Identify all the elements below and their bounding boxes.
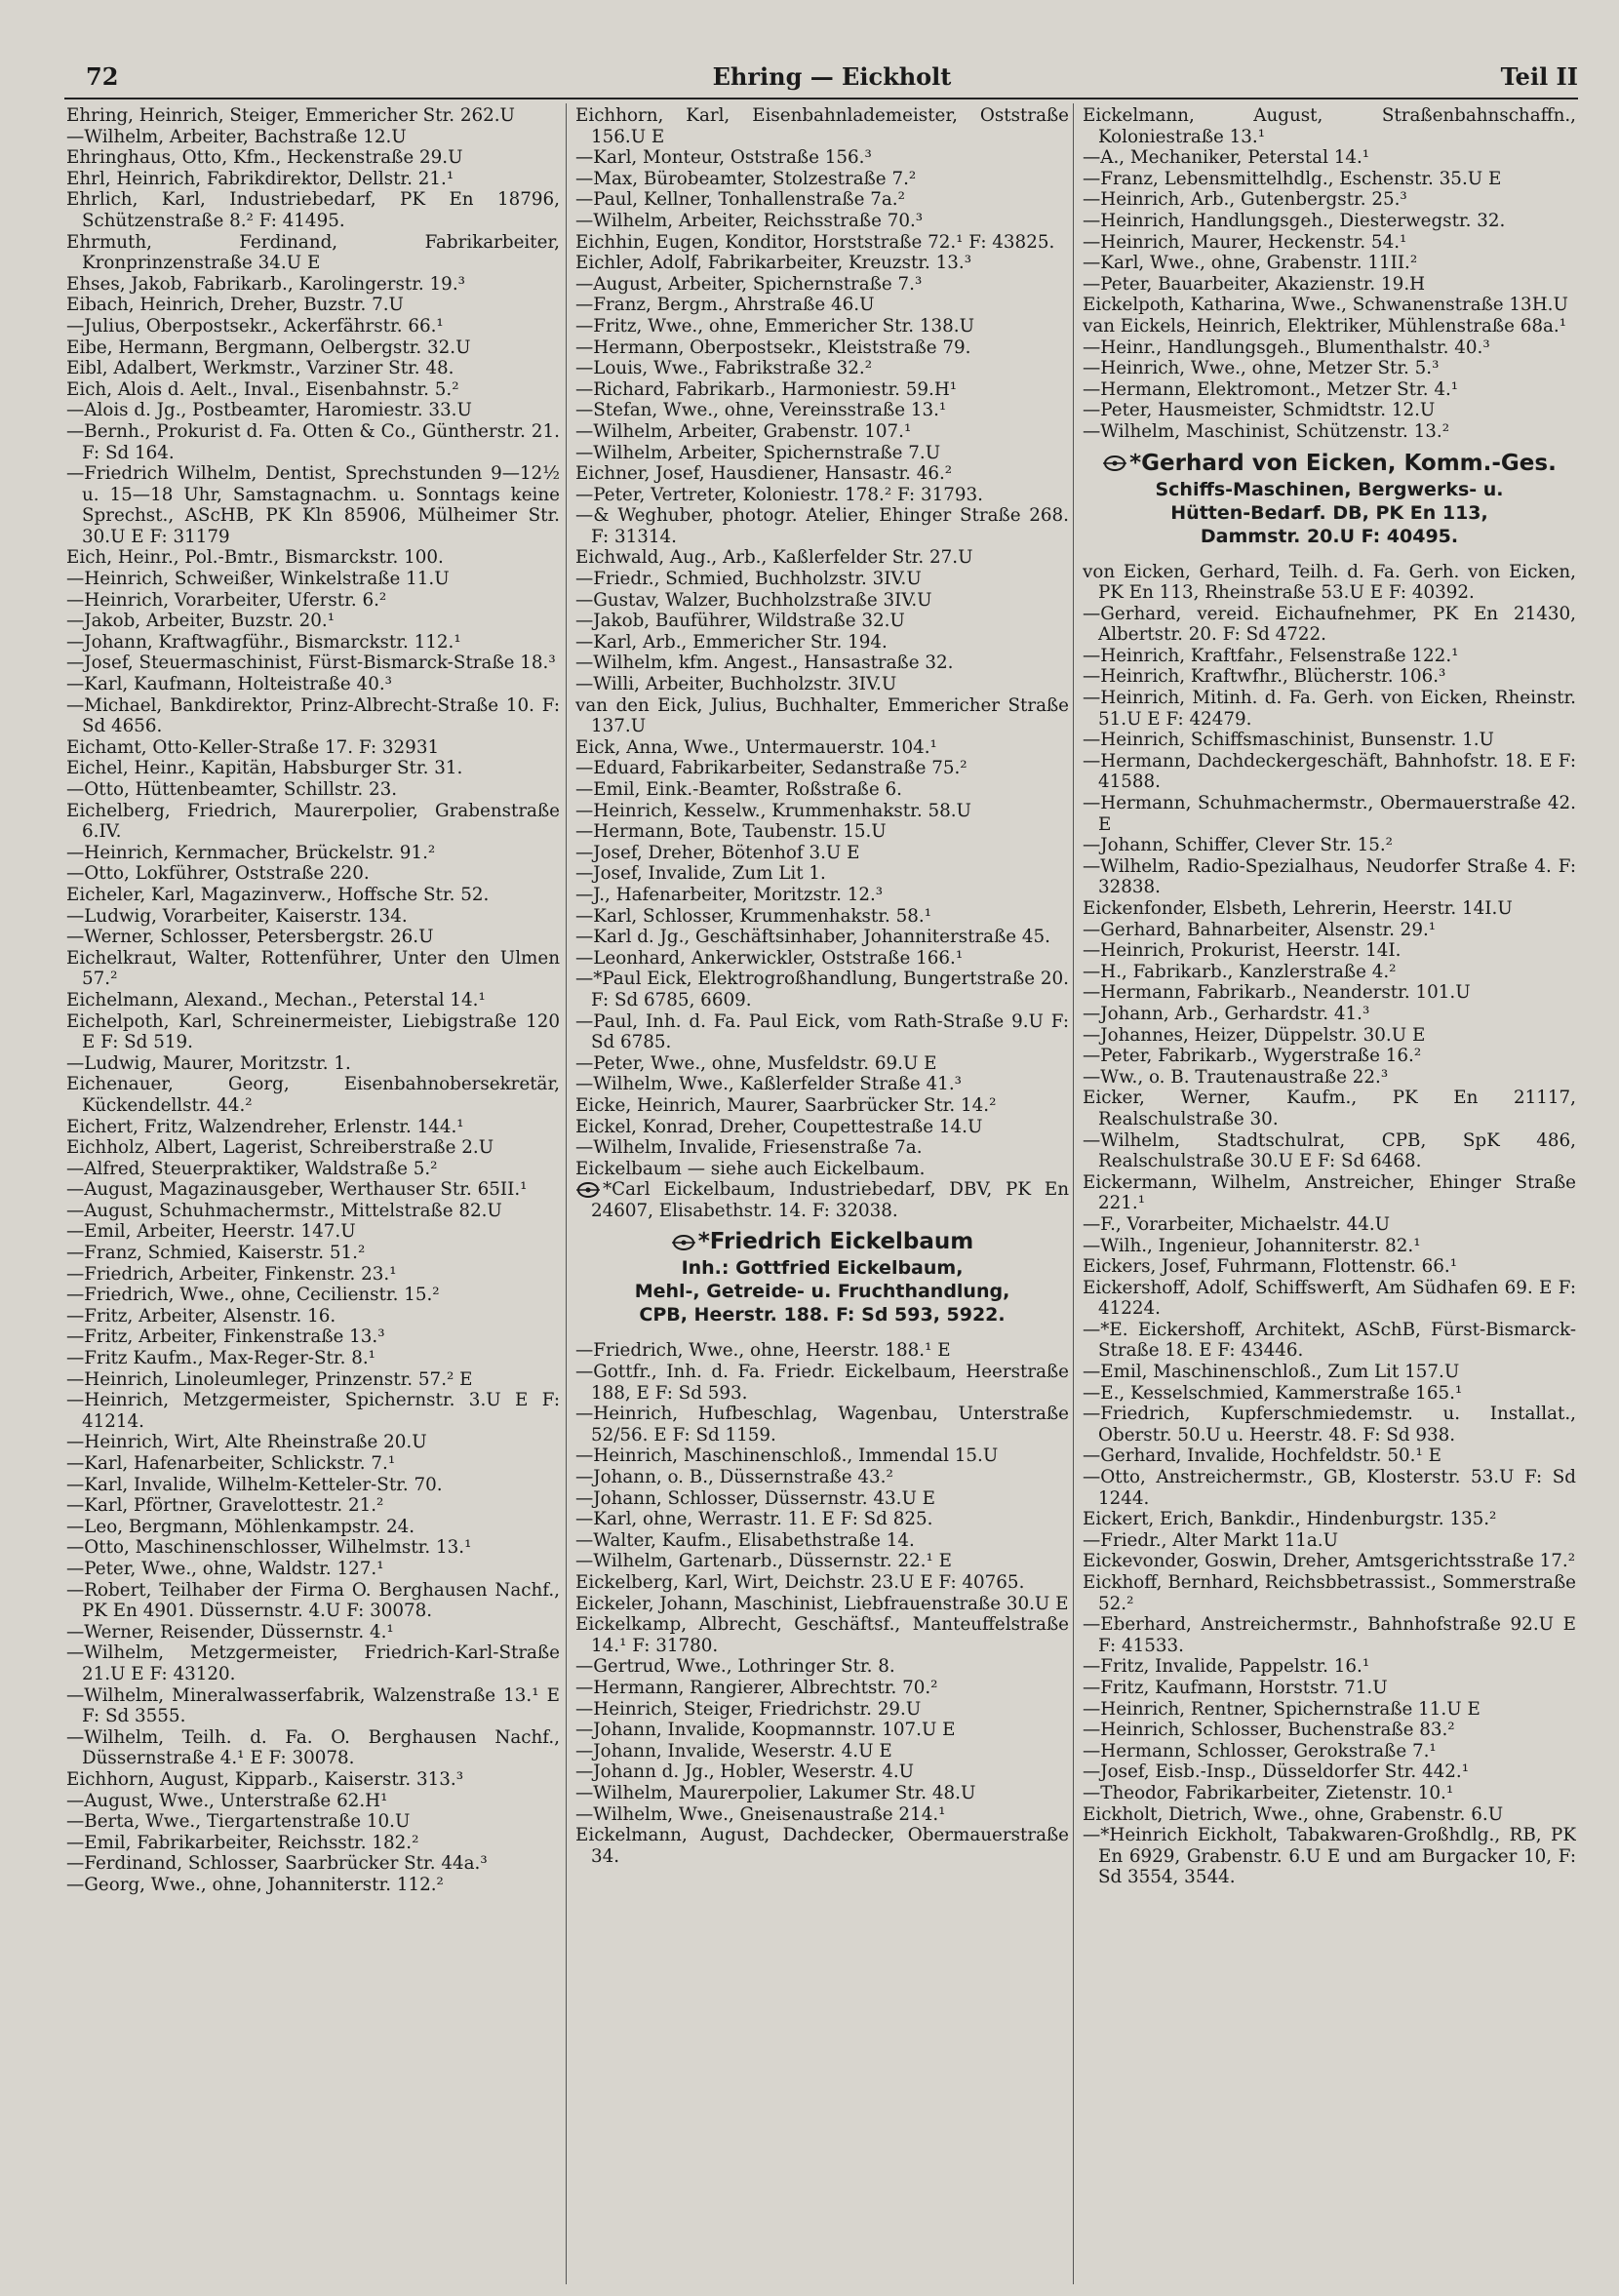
directory-entry: —Josef, Invalide, Zum Lit 1. — [575, 863, 826, 885]
advertisement-line: Mehl-, Getreide- u. Fruchthandlung, — [634, 1281, 1010, 1303]
directory-entry: —Otto, Anstreichermstr., GB, Klosterstr. 53.U F: Sd 1244. — [1083, 1467, 1576, 1509]
directory-entry: —Wilhelm, Arbeiter, Spichernstraße 7.U — [575, 442, 941, 463]
directory-entry: van den Eick, Julius, Buchhalter, Emmericher Straße 137.U — [575, 694, 1069, 737]
directory-entry: —Gerhard, vereid. Eichaufnehmer, PK En 21430, Albertstr. 20. F: Sd 4722. — [1083, 603, 1576, 646]
advertisement-name: *Gerhard von Eicken, Komm.-Ges. — [1083, 449, 1576, 478]
directory-entry: —Hermann, Fabrikarb., Neanderstr. 101.U — [1083, 982, 1471, 1004]
directory-entry: —Franz, Bergm., Ahrstraße 46.U — [575, 295, 875, 316]
directory-entry: —Michael, Bankdirektor, Prinz-Albrecht-Straße 10. F: Sd 4656. — [66, 694, 560, 737]
directory-entry: —Ferdinand, Schlosser, Saarbrücker Str. 44a.³ — [66, 1853, 488, 1875]
directory-entry: —Emil, Fabrikarbeiter, Reichsstr. 182.² — [66, 1832, 419, 1853]
directory-entry: Ehrlich, Karl, Industriebedarf, PK En 18796, Schützenstraße 8.² F: 41495. — [66, 189, 560, 231]
directory-entry: Ehses, Jakob, Fabrikarb., Karolingerstr. 19.³ — [66, 273, 465, 295]
directory-entry: —Willi, Arbeiter, Buchholzstr. 3IV.U — [575, 674, 897, 695]
directory-entry: —Paul, Inh. d. Fa. Paul Eick, vom Rath-Straße 9.U F: Sd 6785. — [575, 1010, 1069, 1053]
directory-entry: —Franz, Lebensmittelhdlg., Eschenstr. 35.U E — [1083, 168, 1502, 189]
directory-entry: —Ludwig, Maurer, Moritzstr. 1. — [66, 1052, 351, 1074]
page-number: 72 — [86, 62, 119, 91]
directory-entry: Eickholt, Dietrich, Wwe., ohne, Grabenstr. 6.U — [1083, 1803, 1504, 1825]
company-logo-icon — [1102, 454, 1127, 473]
directory-entry: —August, Schuhmachermstr., Mittelstraße 82.U — [66, 1200, 502, 1221]
directory-entry: Eickelberg, Karl, Wirt, Deichstr. 23.U E F: 40765. — [575, 1572, 1025, 1593]
directory-entry: —Hermann, Rangierer, Albrechtstr. 70.² — [575, 1677, 938, 1698]
directory-entry: —Gertrud, Wwe., Lothringer Str. 8. — [575, 1656, 895, 1678]
directory-entry: —Johannes, Heizer, Düppelstr. 30.U E — [1083, 1024, 1426, 1046]
directory-entry: Ehrl, Heinrich, Fabrikdirektor, Dellstr. 21.¹ — [66, 168, 454, 189]
directory-entry: —Heinrich, Rentner, Spichernstraße 11.U E — [1083, 1698, 1481, 1720]
directory-entry: —Karl, Hafenarbeiter, Schlickstr. 7.¹ — [66, 1453, 396, 1474]
directory-entry: Eichhin, Eugen, Konditor, Horststraße 72.¹ F: 43825. — [575, 231, 1055, 253]
directory-entry: —Otto, Maschinenschlosser, Wilhelmstr. 13.¹ — [66, 1537, 472, 1559]
directory-entry: —Fritz Kaufm., Max-Reger-Str. 8.¹ — [66, 1348, 376, 1369]
directory-entry: —& Weghuber, photogr. Atelier, Ehinger Straße 268. F: 31314. — [575, 505, 1069, 547]
directory-entry: —A., Mechaniker, Peterstal 14.¹ — [1083, 147, 1370, 169]
directory-entry: Eibach, Heinrich, Dreher, Buzstr. 7.U — [66, 295, 404, 316]
directory-entry: Eickelkamp, Albrecht, Geschäftsf., Manteuffelstraße 14.¹ F: 31780. — [575, 1614, 1069, 1656]
directory-entry: —Wilhelm, Wwe., Gneisenaustraße 214.¹ — [575, 1803, 946, 1825]
directory-entry: —Peter, Bauarbeiter, Akazienstr. 19.H — [1083, 273, 1426, 295]
directory-entry: Eick, Anna, Wwe., Untermauerstr. 104.¹ — [575, 736, 937, 758]
company-logo-icon — [575, 1180, 601, 1200]
directory-entry: Eickert, Erich, Bankdir., Hindenburgstr. 135.² — [1083, 1509, 1497, 1530]
directory-entry: —Wilhelm, Radio-Spezialhaus, Neudorfer Straße 4. F: 32838. — [1083, 855, 1576, 898]
directory-entry: Eichelkraut, Walter, Rottenführer, Unter den Ulmen 57.² — [66, 947, 560, 990]
directory-entry: Eickershoff, Adolf, Schiffswerft, Am Südhafen 69. E F: 41224. — [1083, 1277, 1576, 1320]
directory-entry: Eich, Heinr., Pol.-Bmtr., Bismarckstr. 100. — [66, 547, 444, 569]
directory-entry: —Heinrich, Vorarbeiter, Uferstr. 6.² — [66, 589, 387, 611]
directory-entry: —Wilhelm, Maschinist, Schützenstr. 13.² — [1083, 420, 1450, 442]
running-title: Ehring — Eickholt — [712, 62, 952, 91]
directory-entry: Ehring, Heinrich, Steiger, Emmericher Str. 262.U — [66, 105, 515, 126]
directory-entry: —Wilhelm, Maurerpolier, Lakumer Str. 48.U — [575, 1782, 976, 1803]
directory-entry: —Josef, Eisb.-Insp., Düsseldorfer Str. 442.¹ — [1083, 1762, 1470, 1783]
directory-entry: —Heinrich, Kraftwfhr., Blücherstr. 106.³ — [1083, 666, 1446, 688]
directory-entry: Eichhorn, Karl, Eisenbahnlademeister, Oststraße 156.U E — [575, 105, 1069, 147]
column-divider — [566, 103, 567, 2284]
directory-entry: —Fritz, Invalide, Pappelstr. 16.¹ — [1083, 1656, 1370, 1678]
directory-entry: —Johann, Arb., Gerhardstr. 41.³ — [1083, 1003, 1370, 1024]
directory-entry: —Otto, Hüttenbeamter, Schillstr. 23. — [66, 779, 398, 800]
directory-entry: —Wilh., Ingenieur, Johanniterstr. 82.¹ — [1083, 1235, 1421, 1256]
directory-entry: —Gerhard, Invalide, Hochfeldstr. 50.¹ E — [1083, 1445, 1441, 1467]
directory-entry: —Alois d. Jg., Postbeamter, Haromiestr. 33.U — [66, 400, 472, 421]
directory-entry: —Wilhelm, Stadtschulrat, CPB, SpK 486, Realschulstraße 30.U E F: Sd 6468. — [1083, 1129, 1576, 1172]
directory-entry: —Friedrich Wilhelm, Dentist, Sprechstunden 9—12½ u. 15—18 Uhr, Samstagnachm. u. Sonntags keine Sprechst., AScHB, PK Kln 85906, Mülheimer Str. 30.U E F: 31179 — [66, 463, 560, 547]
directory-entry: —Heinrich, Linoleumleger, Prinzenstr. 57.² E — [66, 1368, 473, 1390]
directory-entry: —Wilhelm, Mineralwasserfabrik, Walzenstraße 13.¹ E F: Sd 3555. — [66, 1684, 560, 1727]
directory-entry: —Karl, Kaufmann, Holteistraße 40.³ — [66, 674, 392, 695]
directory-entry: —August, Wwe., Unterstraße 62.H¹ — [66, 1790, 388, 1811]
directory-entry: —Peter, Vertreter, Koloniestr. 178.² F: 31793. — [575, 484, 983, 505]
directory-entry: —Heinrich, Maurer, Heckenstr. 54.¹ — [1083, 231, 1407, 253]
directory-entry: Eichenauer, Georg, Eisenbahnobersekretär, Kückendellstr. 44.² — [66, 1074, 560, 1116]
directory-entry: —Hermann, Dachdeckergeschäft, Bahnhofstr. 18. E F: 41588. — [1083, 750, 1576, 793]
directory-entry: —Wilhelm, Invalide, Friesenstraße 7a. — [575, 1137, 923, 1159]
directory-entry: —Bernh., Prokurist d. Fa. Otten & Co., Güntherstr. 21. F: Sd 164. — [66, 420, 560, 463]
directory-entry: —Ludwig, Vorarbeiter, Kaiserstr. 134. — [66, 905, 408, 927]
directory-entry: —J., Hafenarbeiter, Moritzstr. 12.³ — [575, 884, 884, 905]
directory-entry: —Louis, Wwe., Fabrikstraße 32.² — [575, 358, 873, 379]
directory-entry: —Karl, Monteur, Oststraße 156.³ — [575, 147, 872, 169]
directory-entry: —Heinrich, Schweißer, Winkelstraße 11.U — [66, 569, 450, 590]
directory-entry: —Werner, Reisender, Düssernstr. 4.¹ — [66, 1621, 394, 1643]
directory-entry: —Berta, Wwe., Tiergartenstraße 10.U — [66, 1811, 411, 1833]
part-label: Teil II — [1500, 62, 1578, 91]
directory-entry: —Karl, Invalide, Wilhelm-Ketteler-Str. 70. — [66, 1474, 443, 1495]
header-rule — [64, 98, 1578, 99]
directory-entry: —Fritz, Arbeiter, Alsenstr. 16. — [66, 1305, 336, 1326]
directory-entry: —Friedr., Alter Markt 11a.U — [1083, 1529, 1338, 1551]
directory-entry: —Peter, Hausmeister, Schmidtstr. 12.U — [1083, 400, 1436, 421]
directory-entry: —Alfred, Steuerpraktiker, Waldstraße 5.² — [66, 1158, 438, 1179]
directory-entry: —Johann, Schiffer, Clever Str. 15.² — [1083, 835, 1393, 856]
directory-entry: —Wilhelm, Arbeiter, Bachstraße 12.U — [66, 126, 407, 147]
directory-entry: —Johann, Kraftwagführ., Bismarckstr. 112.¹ — [66, 631, 461, 653]
directory-entry: —Karl, ohne, Werrastr. 11. E F: Sd 825. — [575, 1509, 933, 1530]
directory-entry: —Gerhard, Bahnarbeiter, Alsenstr. 29.¹ — [1083, 919, 1437, 940]
directory-entry: —Heinrich, Steiger, Friedrichstr. 29.U — [575, 1698, 922, 1720]
directory-entry: —August, Magazinausgeber, Werthauser Str. 65II.¹ — [66, 1179, 528, 1201]
directory-entry: —*Paul Eick, Elektrogroßhandlung, Bungertstraße 20. F: Sd 6785, 6609. — [575, 969, 1069, 1010]
directory-entry: —Johann, Invalide, Weserstr. 4.U E — [575, 1740, 892, 1762]
directory-entry: Eichner, Josef, Hausdiener, Hansastr. 46.² — [575, 463, 953, 485]
directory-entry: —Eduard, Fabrikarbeiter, Sedanstraße 75.² — [575, 758, 967, 779]
advertisement-line: Inh.: Gottfried Eickelbaum, — [681, 1257, 964, 1280]
directory-entry: Eickelpoth, Katharina, Wwe., Schwanenstraße 13H.U — [1083, 295, 1568, 316]
directory-entry: Eickelmann, August, Straßenbahnschaffn., Koloniestraße 13.¹ — [1083, 105, 1576, 147]
directory-entry: —August, Arbeiter, Spichernstraße 7.³ — [575, 273, 923, 295]
directory-entry: Eichert, Fritz, Walzendreher, Erlenstr. 144.¹ — [66, 1116, 464, 1137]
directory-entry: —Karl, Arb., Emmericher Str. 194. — [575, 631, 888, 653]
advertisement-name: *Friedrich Eickelbaum — [575, 1227, 1069, 1256]
directory-entry: Eickel, Konrad, Dreher, Coupettestraße 14.U — [575, 1116, 983, 1137]
directory-entry: —Leo, Bergmann, Möhlenkampstr. 24. — [66, 1516, 415, 1537]
directory-entry: —Heinrich, Hufbeschlag, Wagenbau, Unterstraße 52/56. E F: Sd 1159. — [575, 1404, 1069, 1445]
directory-entry: —Theodor, Fabrikarbeiter, Zietenstr. 10.¹ — [1083, 1782, 1454, 1803]
page-header — [86, 62, 1578, 98]
directory-entry: —Karl, Pförtner, Gravelottestr. 21.² — [66, 1495, 384, 1517]
directory-entry: —Wilhelm, Wwe., Kaßlerfelder Straße 41.³ — [575, 1074, 962, 1095]
directory-entry: —Fritz, Wwe., ohne, Emmericher Str. 138.U — [575, 315, 974, 336]
directory-entry: —Jakob, Arbeiter, Buzstr. 20.¹ — [66, 611, 336, 632]
directory-entry: —Fritz, Kaufmann, Horststr. 71.U — [1083, 1677, 1388, 1698]
directory-entry: —Friedrich, Wwe., ohne, Heerstr. 188.¹ E — [575, 1340, 951, 1362]
directory-entry: —Hermann, Schuhmachermstr., Obermauerstraße 42. E — [1083, 793, 1576, 835]
directory-entry: —Friedr., Schmied, Buchholzstr. 3IV.U — [575, 569, 922, 590]
company-logo-icon — [671, 1233, 696, 1252]
directory-entry: Eicke, Heinrich, Maurer, Saarbrücker Str. 14.² — [575, 1094, 997, 1116]
directory-entry: —F., Vorarbeiter, Michaelstr. 44.U — [1083, 1213, 1391, 1235]
directory-entry: —Fritz, Arbeiter, Finkenstraße 13.³ — [66, 1326, 385, 1348]
directory-entry: van Eickels, Heinrich, Elektriker, Mühlenstraße 68a.¹ — [1083, 315, 1567, 336]
directory-entry: Eicheler, Karl, Magazinverw., Hoffsche Str. 52. — [66, 884, 490, 905]
directory-entry: —Heinrich, Wwe., ohne, Metzer Str. 5.³ — [1083, 358, 1440, 379]
directory-entry: —Heinrich, Prokurist, Heerstr. 14I. — [1083, 940, 1402, 962]
directory-entry: —Josef, Steuermaschinist, Fürst-Bismarck-Straße 18.³ — [66, 653, 556, 674]
directory-entry: —Emil, Arbeiter, Heerstr. 147.U — [66, 1221, 356, 1243]
directory-entry: —Wilhelm, Arbeiter, Reichsstraße 70.³ — [575, 210, 924, 231]
directory-entry: —Leonhard, Ankerwickler, Oststraße 166.¹ — [575, 947, 964, 969]
directory-entry: —Wilhelm, kfm. Angest., Hansastraße 32. — [575, 653, 954, 674]
directory-entry: —Robert, Teilhaber der Firma O. Berghausen Nachf., PK En 4901. Düssernstr. 4.U F: 30078. — [66, 1579, 560, 1622]
directory-entry: —Peter, Wwe., ohne, Musfeldstr. 69.U E — [575, 1052, 937, 1074]
directory-entry: —Emil, Maschinenschloß., Zum Lit 157.U — [1083, 1362, 1460, 1383]
directory-entry: —Peter, Fabrikarb., Wygerstraße 16.² — [1083, 1046, 1422, 1067]
directory-entry: Eickermann, Wilhelm, Anstreicher, Ehinger Straße 221.¹ — [1083, 1171, 1576, 1214]
directory-entry: —Karl, Schlosser, Krummenhakstr. 58.¹ — [575, 905, 932, 927]
directory-entry: Eibl, Adalbert, Werkmstr., Varziner Str. 48. — [66, 358, 454, 379]
directory-entry: —Johann, o. B., Düssernstraße 43.² — [575, 1467, 893, 1488]
column-2 — [575, 105, 1069, 2282]
directory-entry: —H., Fabrikarb., Kanzlerstraße 4.² — [1083, 961, 1397, 982]
directory-entry: —Johann d. Jg., Hobler, Weserstr. 4.U — [575, 1762, 915, 1783]
directory-entry: —Heinrich, Maschinenschloß., Immendal 15.U — [575, 1445, 999, 1467]
directory-entry: —Georg, Wwe., ohne, Johanniterstr. 112.² — [66, 1874, 444, 1895]
directory-entry: —Werner, Schlosser, Petersbergstr. 26.U — [66, 927, 434, 948]
advertisement-line: CPB, Heerstr. 188. F: Sd 593, 5922. — [639, 1304, 1006, 1326]
directory-entry: —Heinrich, Handlungsgeh., Diesterwegstr. 32. — [1083, 210, 1506, 231]
directory-entry: —Karl d. Jg., Geschäftsinhaber, Johanniterstraße 45. — [575, 927, 1050, 948]
directory-entry: Eickelbaum — siehe auch Eickelbaum. — [575, 1158, 926, 1179]
directory-entry: —Emil, Eink.-Beamter, Roßstraße 6. — [575, 779, 902, 800]
directory-entry: —Ww., o. B. Trautenaustraße 22.³ — [1083, 1066, 1389, 1088]
directory-entry: —Heinrich, Wirt, Alte Rheinstraße 20.U — [66, 1432, 427, 1453]
directory-entry: —Franz, Schmied, Kaiserstr. 51.² — [66, 1243, 366, 1264]
directory-entry: —Heinrich, Schiffsmaschinist, Bunsenstr. 1.U — [1083, 730, 1494, 751]
directory-entry: —Heinrich, Arb., Gutenbergstr. 25.³ — [1083, 189, 1407, 211]
directory-entry: —Richard, Fabrikarb., Harmoniestr. 59.H¹ — [575, 378, 958, 400]
directory-entry: —Heinrich, Metzgermeister, Spichernstr. 3.U E F: 41214. — [66, 1390, 560, 1432]
directory-entry: —Wilhelm, Gartenarb., Düssernstr. 22.¹ E — [575, 1551, 952, 1572]
directory-entry: —Jakob, Bauführer, Wildstraße 32.U — [575, 611, 905, 632]
directory-entry: —Heinr., Handlungsgeh., Blumenthalstr. 40.³ — [1083, 336, 1490, 358]
directory-entry: Eichel, Heinr., Kapitän, Habsburger Str. 31. — [66, 758, 463, 779]
directory-entry: von Eicken, Gerhard, Teilh. d. Fa. Gerh. von Eicken, PK En 113, Rheinstraße 53.U E F: 40392. — [1083, 561, 1576, 604]
column-1 — [66, 105, 560, 2282]
company-advertisement — [575, 1227, 1069, 1326]
directory-entry: —Julius, Oberpostsekr., Ackerfährstr. 66.¹ — [66, 315, 444, 336]
directory-entry: Eibe, Hermann, Bergmann, Oelbergstr. 32.U — [66, 336, 471, 358]
directory-entry: —Hermann, Elektromont., Metzer Str. 4.¹ — [1083, 378, 1459, 400]
advertisement-line: Dammstr. 20.U F: 40495. — [1200, 525, 1459, 547]
directory-entry: Eichhorn, August, Kipparb., Kaiserstr. 313.³ — [66, 1768, 464, 1790]
directory-entry: —Johann, Schlosser, Düssernstr. 43.U E — [575, 1487, 936, 1509]
directory-entry: —E., Kesselschmied, Kammerstraße 165.¹ — [1083, 1382, 1463, 1404]
directory-entry: —Wilhelm, Arbeiter, Grabenstr. 107.¹ — [575, 420, 912, 442]
directory-entry: Eickeler, Johann, Maschinist, Liebfrauenstraße 30.U E — [575, 1593, 1069, 1614]
directory-entry: —Gottfr., Inh. d. Fa. Friedr. Eickelbaum, Heerstraße 188, E F: Sd 593. — [575, 1362, 1069, 1404]
advertisement-line: Schiffs-Maschinen, Bergwerks- u. — [1155, 478, 1504, 500]
directory-entry: —Wilhelm, Teilh. d. Fa. O. Berghausen Nachf., Düssernstraße 4.¹ E F: 30078. — [66, 1726, 560, 1769]
directory-entry: Eichwald, Aug., Arb., Kaßlerfelder Str. 27.U — [575, 547, 973, 569]
directory-entry: —Wilhelm, Metzgermeister, Friedrich-Karl-Straße 21.U E F: 43120. — [66, 1643, 560, 1684]
directory-entry: —Walter, Kaufm., Elisabethstraße 14. — [575, 1529, 915, 1551]
directory-entry: —Gustav, Walzer, Buchholzstraße 3IV.U — [575, 589, 932, 611]
directory-entry: —Heinrich, Kraftfahr., Felsenstraße 122.¹ — [1083, 645, 1459, 666]
directory-entry: —*E. Eickershoff, Architekt, ASchB, Fürst-Bismarck-Straße 18. E F: 43446. — [1083, 1319, 1576, 1362]
directory-entry: —Eberhard, Anstreichermstr., Bahnhofstraße 92.U E F: 41533. — [1083, 1614, 1576, 1656]
directory-entry: Eichelpoth, Karl, Schreinermeister, Liebigstraße 120 E F: Sd 519. — [66, 1010, 560, 1053]
directory-entry: Eichelmann, Alexand., Mechan., Peterstal 14.¹ — [66, 989, 486, 1010]
directory-entry: —Heinrich, Kernmacher, Brückelstr. 91.² — [66, 842, 436, 863]
directory-entry: —Friedrich, Wwe., ohne, Cecilienstr. 15.² — [66, 1285, 440, 1306]
directory-entry: —Johann, Invalide, Koopmannstr. 107.U E — [575, 1720, 956, 1741]
column-3 — [1083, 105, 1576, 2282]
directory-entry: —Otto, Lokführer, Oststraße 220. — [66, 863, 370, 885]
directory-entry: Eickhoff, Bernhard, Reichsbbetrassist., Sommerstraße 52.² — [1083, 1572, 1576, 1614]
directory-entry: Eickers, Josef, Fuhrmann, Flottenstr. 66.¹ — [1083, 1256, 1458, 1278]
directory-entry: Ehringhaus, Otto, Kfm., Heckenstraße 29.U — [66, 147, 463, 169]
directory-entry: Eichelberg, Friedrich, Maurerpolier, Grabenstraße 6.IV. — [66, 800, 560, 843]
directory-entry: —Friedrich, Arbeiter, Finkenstr. 23.¹ — [66, 1263, 397, 1285]
directory-entry: —Karl, Wwe., ohne, Grabenstr. 11II.² — [1083, 253, 1418, 274]
directory-entry: —Stefan, Wwe., ohne, Vereinsstraße 13.¹ — [575, 400, 947, 421]
directory-entry: Eichholz, Albert, Lagerist, Schreiberstraße 2.U — [66, 1137, 494, 1159]
directory-entry: Eichamt, Otto-Keller-Straße 17. F: 32931 — [66, 736, 440, 758]
directory-entry: Ehrmuth, Ferdinand, Fabrikarbeiter, Kronprinzenstraße 34.U E — [66, 231, 560, 274]
directory-entry: —Peter, Wwe., ohne, Waldstr. 127.¹ — [66, 1558, 384, 1579]
directory-entry: —Heinrich, Mitinh. d. Fa. Gerh. von Eicken, Rheinstr. 51.U E F: 42479. — [1083, 688, 1576, 730]
directory-entry: Eickenfonder, Elsbeth, Lehrerin, Heerstr. 14I.U — [1083, 898, 1513, 919]
directory-entry: —Hermann, Schlosser, Gerokstraße 7.¹ — [1083, 1740, 1437, 1762]
company-advertisement — [1083, 449, 1576, 548]
directory-entry: —Friedrich, Kupferschmiedemstr. u. Installat., Oberstr. 50.U u. Heerstr. 48. F: Sd 938. — [1083, 1404, 1576, 1445]
directory-entry: *Carl Eickelbaum, Industriebedarf, DBV, PK En 24607, Elisabethstr. 14. F: 32038. — [575, 1179, 1069, 1221]
directory-entry: —Paul, Kellner, Tonhallenstraße 7a.² — [575, 189, 905, 211]
directory-entry: —*Heinrich Eickholt, Tabakwaren-Großhdlg., RB, PK En 6929, Grabenstr. 6.U E und am Burgacker 10, F: Sd 3554, 3544. — [1083, 1825, 1576, 1888]
advertisement-line: Hütten-Bedarf. DB, PK En 113, — [1170, 501, 1488, 524]
directory-entry: —Max, Bürobeamter, Stolzestraße 7.² — [575, 168, 917, 189]
directory-entry: —Heinrich, Schlosser, Buchenstraße 83.² — [1083, 1720, 1455, 1741]
directory-entry: —Heinrich, Kesselw., Krummenhakstr. 58.U — [575, 800, 971, 821]
directory-entry: Eickevonder, Goswin, Dreher, Amtsgerichtsstraße 17.² — [1083, 1551, 1576, 1572]
directory-entry: Eichler, Adolf, Fabrikarbeiter, Kreuzstr. 13.³ — [575, 253, 972, 274]
directory-entry: Eicker, Werner, Kaufm., PK En 21117, Realschulstraße 30. — [1083, 1088, 1576, 1129]
directory-entry: —Hermann, Oberpostsekr., Kleiststraße 79. — [575, 336, 971, 358]
directory-entry: —Josef, Dreher, Bötenhof 3.U E — [575, 842, 860, 863]
directory-entry: Eich, Alois d. Aelt., Inval., Eisenbahnstr. 5.² — [66, 378, 459, 400]
directory-entry: Eickelmann, August, Dachdecker, Obermauerstraße 34. — [575, 1825, 1069, 1867]
column-divider — [1073, 103, 1074, 2284]
directory-entry: —Hermann, Bote, Taubenstr. 15.U — [575, 821, 887, 843]
